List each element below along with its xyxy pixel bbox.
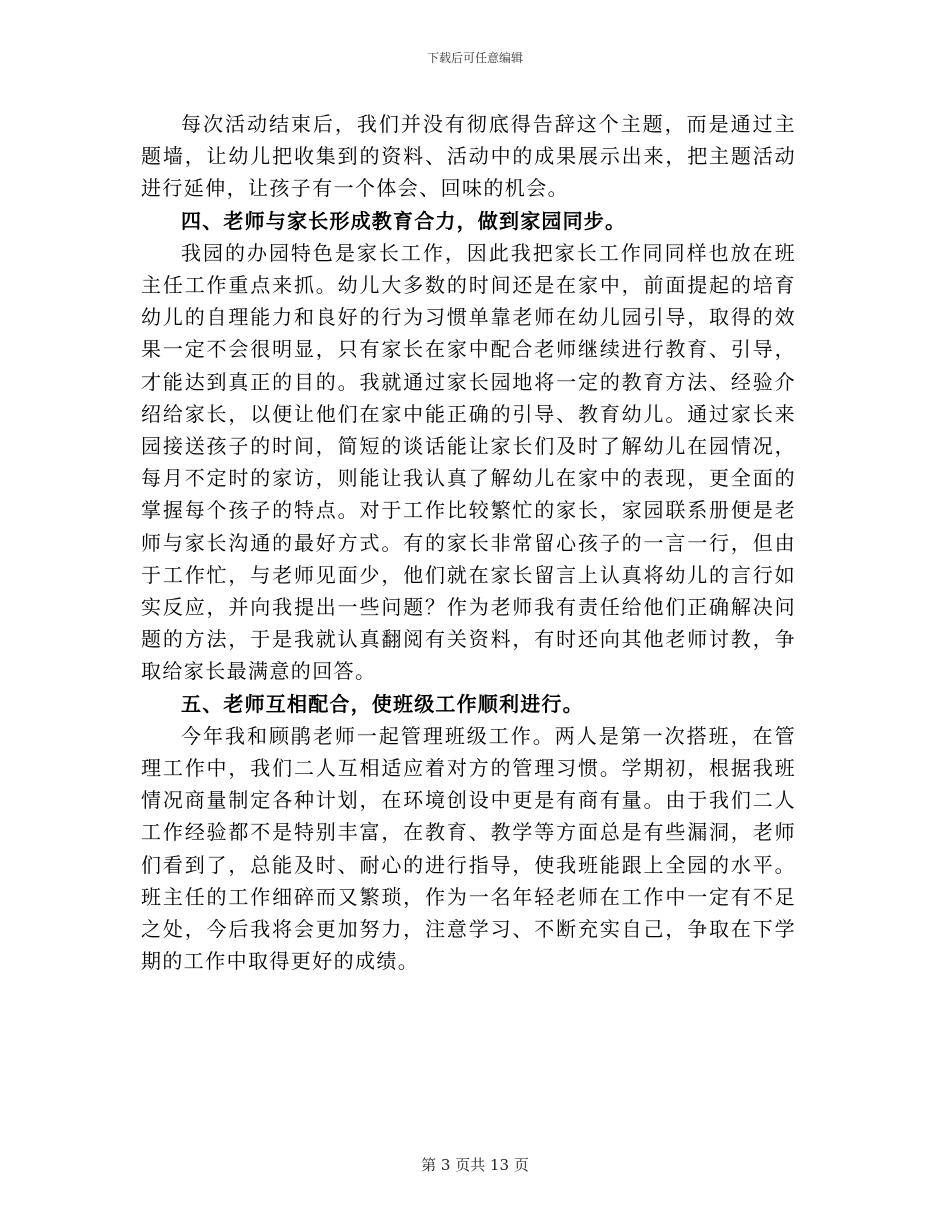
page-header: 下载后可任意编辑: [426, 51, 523, 65]
document-body: [141, 108, 796, 977]
page-number: 第 3 页共 13 页: [421, 1156, 529, 1174]
paragraph-parent-cooperation: 我园的办园特色是家长工作，因此我把家长工作同同样也放在班主任工作重点来抓。幼儿大多数的时间还是在家中，前面提起的培育幼儿的自理能力和良好的行为习惯单靠老师在幼儿园引导，取得的效果一定不会很明显，只有家长在家中配合老师继续进行教育、引导，才能达到真正的目的。我就通过家长园地将一定的教育方法、经验介绍给家长，以便让他们在家中能正确的引导、教育幼儿。通过家长来园接送孩子的时间，简短的谈话能让家长们及时了解幼儿在园情况，每月不定时的家访，则能让我认真了解幼儿在家中的表现，更全面的掌握每个孩子的特点。对于工作比较繁忙的家长，家园联系册便是老师与家长沟通的最好方式。有的家长非常留心孩子的一言一行，但由于工作忙，与老师见面少，他们就在家长留言上认真将幼儿的言行如实反应，并向我提出一些问题？作为老师我有责任给他们正确解决问题的方法，于是我就认真翻阅有关资料，有时还向其他老师讨教，争取给家长最满意的回答。: [141, 240, 796, 684]
paragraph-teacher-cooperation: 今年我和顾鹃老师一起管理班级工作。两人是第一次搭班，在管理工作中，我们二人互相适应着对方的管理习惯。学期初，根据我班情况商量制定各种计划，在环境创设中更是有商有量。由于我们二人工作经验都不是特别丰富，在教育、教学等方面总是有些漏洞，老师们看到了，总能及时、耐心的进行指导，使我班能跟上全园的水平。班主任的工作细碎而又繁琐，作为一名年轻老师在工作中一定有不足之处，今后我将会更加努力，注意学习、不断充实自己，争取在下学期的工作中取得更好的成绩。: [141, 723, 796, 974]
paragraph-activity-extension: 每次活动结束后，我们并没有彻底得告辞这个主题，而是通过主题墙，让幼儿把收集到的资料、活动中的成果展示出来，把主题活动进行延伸，让孩子有一个体会、回味的机会。: [141, 112, 796, 201]
section-heading-4: 四、老师与家长形成教育合力，做到家园同步。: [181, 208, 627, 233]
section-heading-5: 五、老师互相配合，使班级工作顺利进行。: [181, 691, 584, 716]
